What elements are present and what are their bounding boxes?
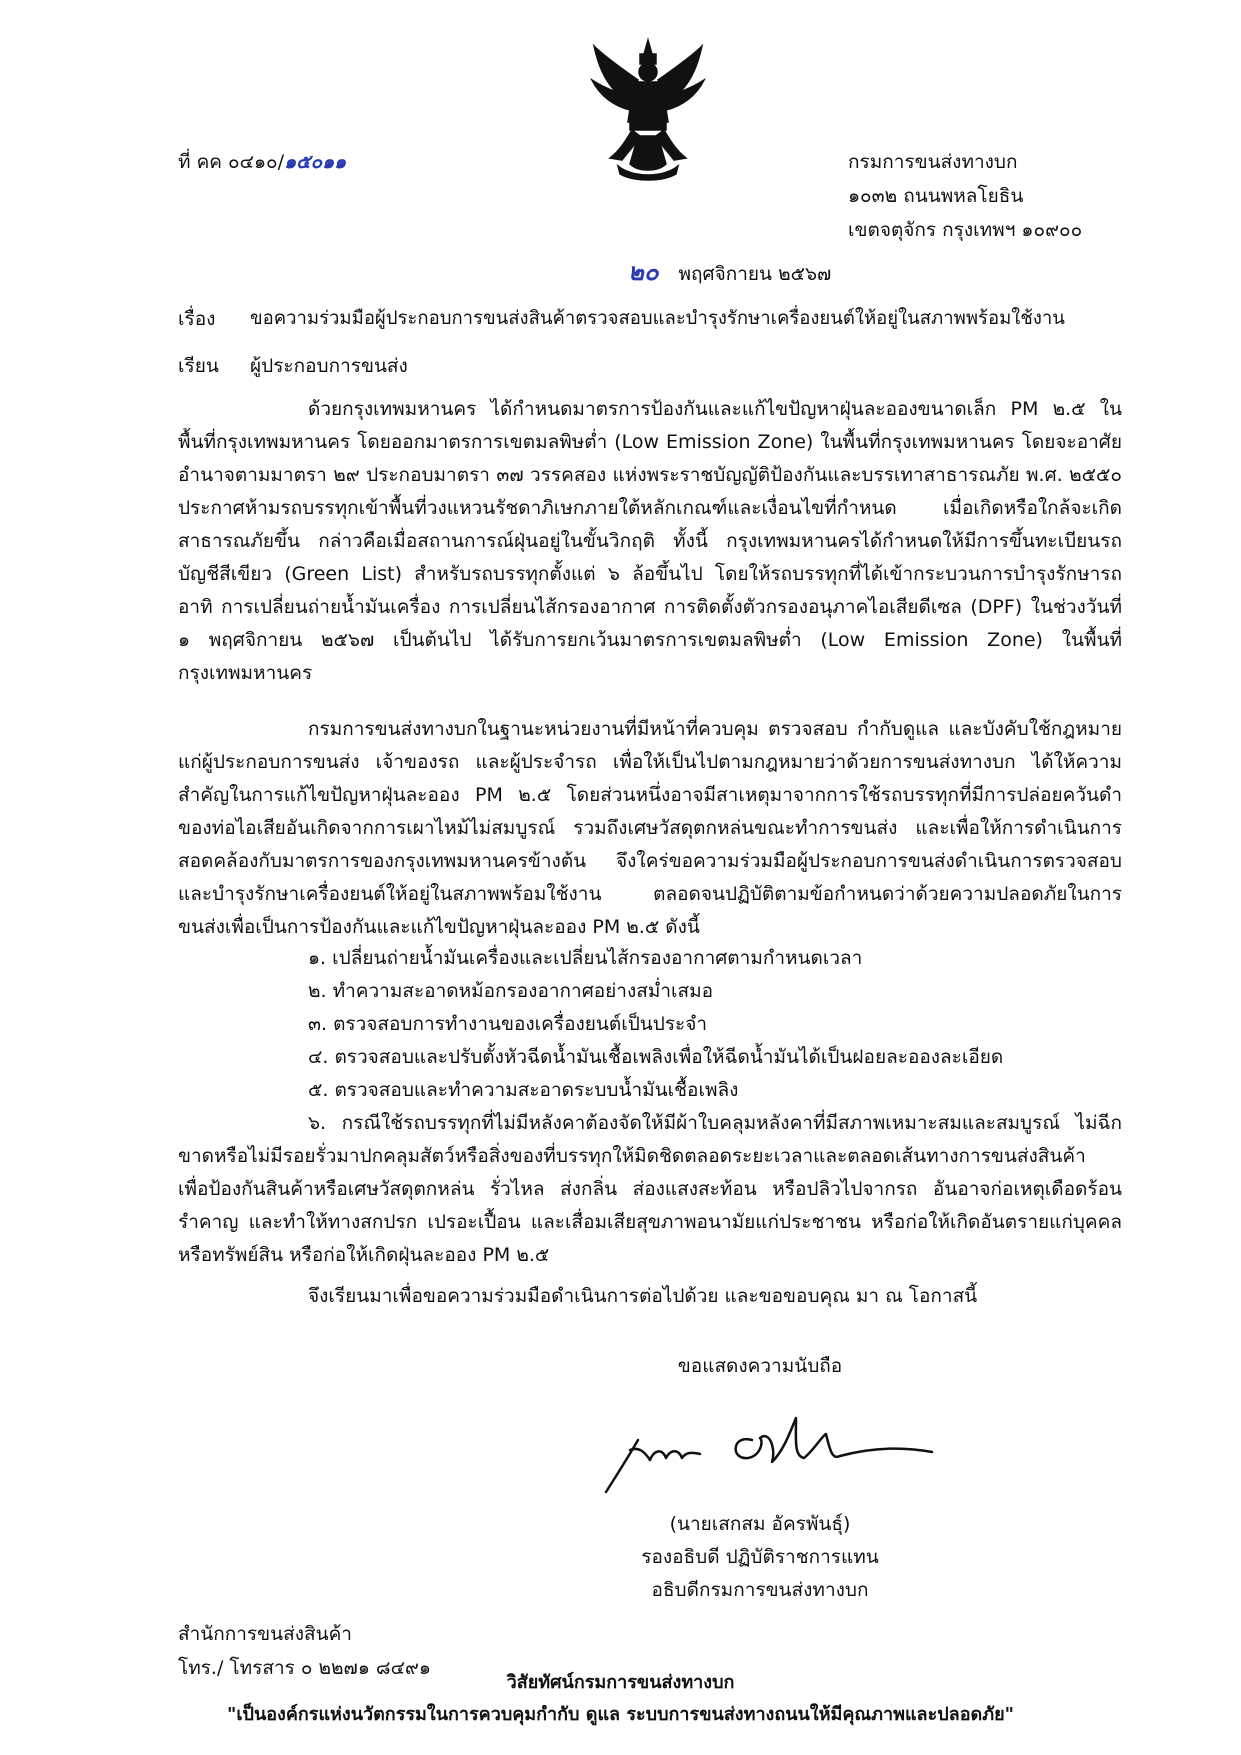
body-paragraph-1: ด้วยกรุงเทพมหานคร ได้กำหนดมาตรการป้องกันและแก้ไขปัญหาฝุ่นละอองขนาดเล็ก PM ๒.๕ ในพื้นที่กรุงเทพมหานคร โดยออกมาตรการเขตมลพิษต่ำ (Low Emission Zone) ในพื้นที่กรุงเทพมหานคร โดยจะอาศัยอำนาจตามมาตรา ๒๙ ประกอบมาตรา ๓๗ วรรคสอง แห่งพระราชบัญญัติป้องกันและบรรเทาสาธารณภัย พ.ศ. ๒๕๕๐ ประกาศห้ามรถบรรทุกเข้าพื้นที่วงแหวนรัชดาภิเษกภายใต้หลักเกณฑ์และเงื่อนไขที่กำหนด เมื่อเกิดหรือใกล้จะเกิดสาธารณภัยขึ้น กล่าวคือเมื่อสถานการณ์ฝุ่นอยู่ในขั้นวิกฤติ ทั้งนี้ กรุงเทพมหานครได้กำหนดให้มีการขึ้นทะเบียนรถบัญชีสีเขียว (Green List) สำหรับรถบรรทุกตั้งแต่ ๖ ล้อขึ้นไป โดยให้รถบรรทุกที่ได้เข้ากระบวนการบำรุงรักษารถ อาทิ การเปลี่ยนถ่ายน้ำมันเครื่อง การเปลี่ยนไส้กรองอากาศ การติดตั้งตัวกรองอนุภาคไอเสียดีเซล (DPF) ในช่วงวันที่ ๑ พฤศจิกายน ๒๕๖๗ เป็นต้นไป ได้รับการยกเว้นมาตรการเขตมลพิษต่ำ (Low Emission Zone) ในพื้นที่กรุงเทพมหานคร: [178, 398, 1122, 684]
document-date: [628, 256, 831, 290]
list-item: ๔. ตรวจสอบและปรับตั้งหัวฉีดน้ำมันเชื้อเพลิงเพื่อให้ฉีดน้ำมันได้เป็นฝอยละอองละเอียด: [308, 1046, 1004, 1068]
signer-position-line2: อธิบดีกรมการขนส่งทางบก: [651, 1579, 869, 1601]
date-day-handwritten: ๒๐: [628, 258, 659, 286]
list-item: ๑. เปลี่ยนถ่ายน้ำมันเครื่องและเปลี่ยนไส้กรองอากาศตามกำหนดเวลา: [308, 947, 863, 969]
vision-title: วิสัยทัศน์กรมการขนส่งทางบก: [506, 1672, 735, 1693]
body-item-6: ๖. กรณีใช้รถบรรทุกที่ไม่มีหลังคาต้องจัดให้มีผ้าใบคลุมหลังคาที่มีสภาพเหมาะสมและสมบูรณ์ ไม่ฉีกขาดหรือไม่มีรอยรั่วมาปกคลุมสัตว์หรือสิ่งของที่บรรทุกให้มิดชิดตลอดระยะเวลาและตลอดเส้นทางการขนส่งสินค้า เพื่อป้องกันสินค้าหรือเศษวัสดุตกหล่น รั่วไหล ส่งกลิ่น ส่องแสงสะท้อน หรือปลิวไปจากรถ อันอาจก่อเหตุเดือดร้อน รำคาญ และทำให้ทางสกปรก เปรอะเปื้อน และเสื่อมเสียสุขภาพอนามัยแก่ประชาชน หรือก่อให้เกิดอันตรายแก่บุคคลหรือทรัพย์สิน หรือก่อให้เกิดฝุ่นละออง PM ๒.๕: [178, 1112, 1122, 1266]
org-name: กรมการขนส่งทางบก: [848, 151, 1018, 173]
subject-text: ขอความร่วมมือผู้ประกอบการขนส่งสินค้าตรวจสอบและบำรุงรักษาเครื่องยนต์ให้อยู่ในสภาพพร้อมใช้งาน: [250, 308, 1065, 329]
vision-text: "เป็นองค์กรแห่งนวัตกรรมในการควบคุมกำกับ ดูแล ระบบการขนส่งทางถนนให้มีคุณภาพและปลอดภัย": [226, 1704, 1015, 1725]
salutation: ขอแสดงความนับถือ: [677, 1355, 843, 1377]
org-address-line1: ๑๐๓๒ ถนนพหลโยธิน: [848, 185, 1024, 207]
closing-text: จึงเรียนมาเพื่อขอความร่วมมือดำเนินการต่อไปด้วย และขอขอบคุณ มา ณ โอกาสนี้: [308, 1285, 978, 1307]
org-address-line2: เขตจตุจักร กรุงเทพฯ ๑๐๙๐๐: [848, 219, 1083, 241]
reference-number: [178, 146, 346, 178]
handwritten-signature: [600, 1410, 940, 1500]
footer-phone: โทร./ โทรสาร ๐ ๒๒๗๑ ๘๔๙๑: [178, 1657, 431, 1679]
signer-position-line1: รองอธิบดี ปฏิบัติราชการแทน: [641, 1546, 879, 1568]
signer-name: (นายเสกสม อัครพันธุ์): [669, 1513, 851, 1535]
footer-office: สำนักการขนส่งสินค้า: [178, 1623, 352, 1645]
list-item: ๕. ตรวจสอบและทำความสะอาดระบบน้ำมันเชื้อเพลิง: [308, 1079, 739, 1101]
garuda-emblem: [588, 36, 708, 181]
body-paragraph-2: กรมการขนส่งทางบกในฐานะหน่วยงานที่มีหน้าที่ควบคุม ตรวจสอบ กำกับดูแล และบังคับใช้กฎหมายแก่ผู้ประกอบการขนส่ง เจ้าของรถ และผู้ประจำรถ เพื่อให้เป็นไปตามกฎหมายว่าด้วยการขนส่งทางบก ได้ให้ความสำคัญในการแก้ไขปัญหาฝุ่นละออง PM ๒.๕ โดยส่วนหนึ่งอาจมีสาเหตุมาจากการใช้รถบรรทุกที่มีการปล่อยควันดำของท่อไอเสียอันเกิดจากการเผาไหม้ไม่สมบูรณ์ รวมถึงเศษวัสดุตกหล่นขณะทำการขนส่ง และเพื่อให้การดำเนินการสอดคล้องกับมาตรการของกรุงเทพมหานครข้างต้น จึงใคร่ขอความร่วมมือผู้ประกอบการขนส่งดำเนินการตรวจสอบและบำรุงรักษาเครื่องยนต์ให้อยู่ในสภาพพร้อมใช้งาน ตลอดจนปฏิบัติตามข้อกำหนดว่าด้วยความปลอดภัยในการขนส่งเพื่อเป็นการป้องกันและแก้ไขปัญหาฝุ่นละออง PM ๒.๕ ดังนี้: [178, 718, 1122, 938]
list-item: ๓. ตรวจสอบการทำงานของเครื่องยนต์เป็นประจำ: [308, 1013, 708, 1035]
recipient-label: เรียน: [178, 355, 219, 377]
reference-number-handwritten: ๑๕๐๑๑: [284, 151, 347, 173]
list-item: ๒. ทำความสะอาดหม้อกรองอากาศอย่างสม่ำเสมอ: [308, 980, 714, 1002]
reference-prefix: ที่ คค ๐๔๑๐/: [178, 151, 285, 173]
date-month-year: พฤศจิกายน ๒๕๖๗: [678, 263, 832, 285]
recipient-text: ผู้ประกอบการขนส่ง: [250, 355, 408, 377]
subject-label: เรื่อง: [178, 308, 216, 330]
